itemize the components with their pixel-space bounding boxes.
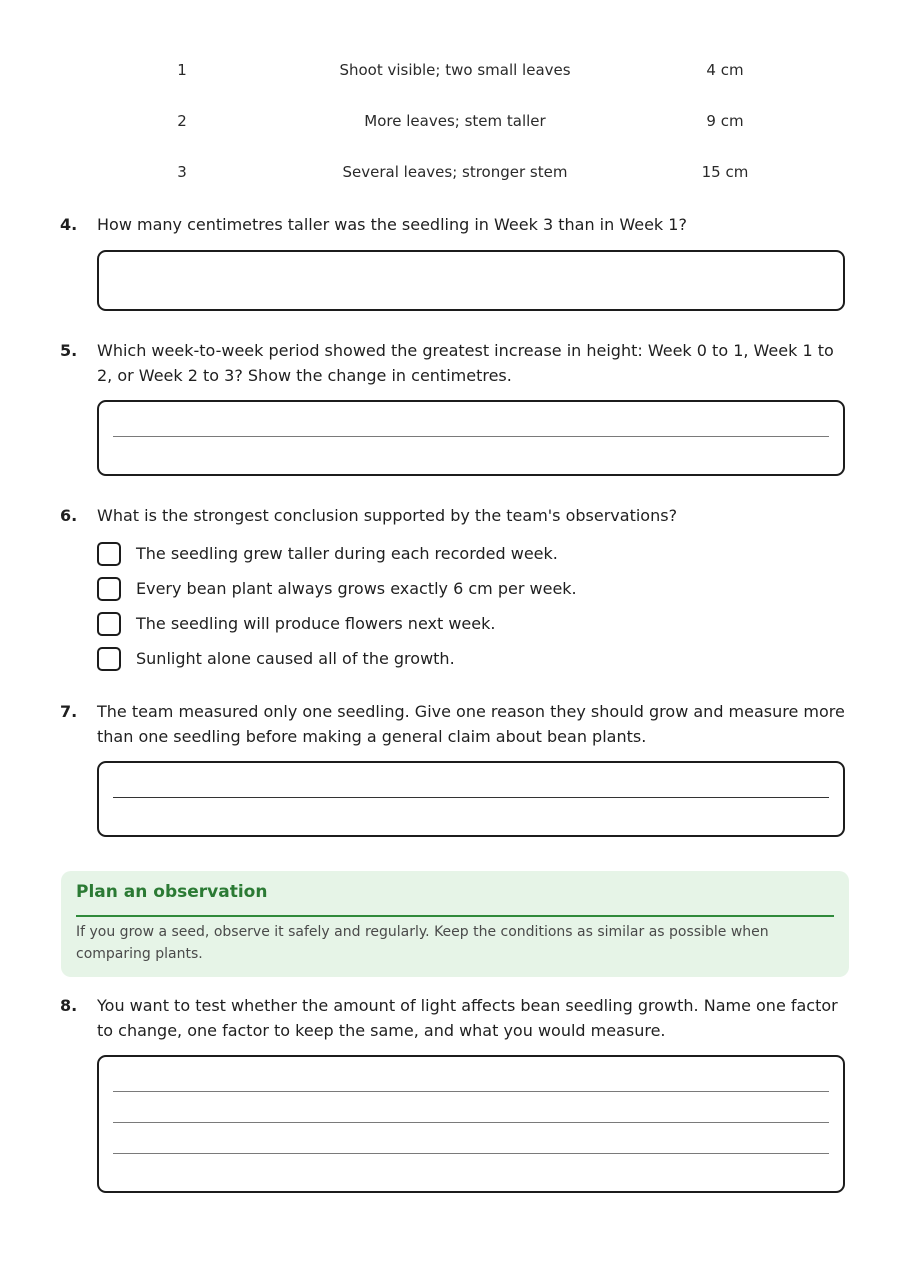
checkbox[interactable]: [97, 577, 121, 601]
table-row: [0, 111, 909, 131]
answer-box-8[interactable]: [97, 1055, 845, 1193]
height-cell: 9 cm: [706, 112, 744, 130]
callout-body: If you grow a seed, observe it safely and regularly. Keep the conditions as similar as possible when comparing plants.: [76, 924, 769, 962]
answer-box-4[interactable]: [97, 250, 845, 311]
answer-box-5[interactable]: [97, 400, 845, 476]
callout-divider: [76, 915, 834, 917]
option-4[interactable]: [97, 647, 797, 673]
question-number: 6.: [60, 506, 78, 525]
checkbox[interactable]: [97, 612, 121, 636]
week-cell: 3: [177, 163, 187, 181]
height-cell: 4 cm: [706, 61, 744, 79]
question-text: You want to test whether the amount of light affects bean seedling growth. Name one factor to change, one factor to keep the same, and what you would measure.: [97, 996, 838, 1040]
question-text: The team measured only one seedling. Give one reason they should grow and measure more than one seedling before making a general claim about bean plants.: [97, 702, 845, 746]
checkbox[interactable]: [97, 647, 121, 671]
question-number: 7.: [60, 702, 78, 721]
plan-observation-callout: [61, 871, 849, 977]
question-number: 8.: [60, 996, 78, 1015]
option-2[interactable]: [97, 577, 797, 603]
callout-title: Plan an observation: [76, 882, 268, 902]
height-cell: 15 cm: [701, 163, 749, 181]
observation-cell: Several leaves; stronger stem: [342, 163, 568, 181]
checkbox[interactable]: [97, 542, 121, 566]
week-cell: 2: [177, 112, 187, 130]
observation-cell: More leaves; stem taller: [364, 112, 546, 130]
answer-line: [113, 1091, 829, 1092]
option-1[interactable]: [97, 542, 797, 568]
option-label: The seedling grew taller during each recorded week.: [136, 544, 558, 563]
table-row: [0, 162, 909, 182]
answer-box-7[interactable]: [97, 761, 845, 837]
answer-line: [113, 797, 829, 798]
option-label: Every bean plant always grows exactly 6 cm per week.: [136, 579, 577, 598]
question-text: Which week-to-week period showed the greatest increase in height: Week 0 to 1, Week 1 to 2, or Week 2 to 3? Show the change in centimetres.: [97, 341, 834, 385]
answer-line: [113, 1122, 829, 1123]
question-number: 5.: [60, 341, 78, 360]
table-row: [0, 60, 909, 80]
question-text: What is the strongest conclusion supported by the team's observations?: [97, 506, 678, 525]
observation-cell: Shoot visible; two small leaves: [339, 61, 571, 79]
answer-line: [113, 1153, 829, 1154]
question-number: 4.: [60, 215, 78, 234]
week-cell: 1: [177, 61, 187, 79]
answer-line: [113, 436, 829, 437]
option-3[interactable]: [97, 612, 797, 638]
option-label: Sunlight alone caused all of the growth.: [136, 649, 455, 668]
option-label: The seedling will produce flowers next week.: [136, 614, 496, 633]
question-text: How many centimetres taller was the seedling in Week 3 than in Week 1?: [97, 215, 687, 234]
